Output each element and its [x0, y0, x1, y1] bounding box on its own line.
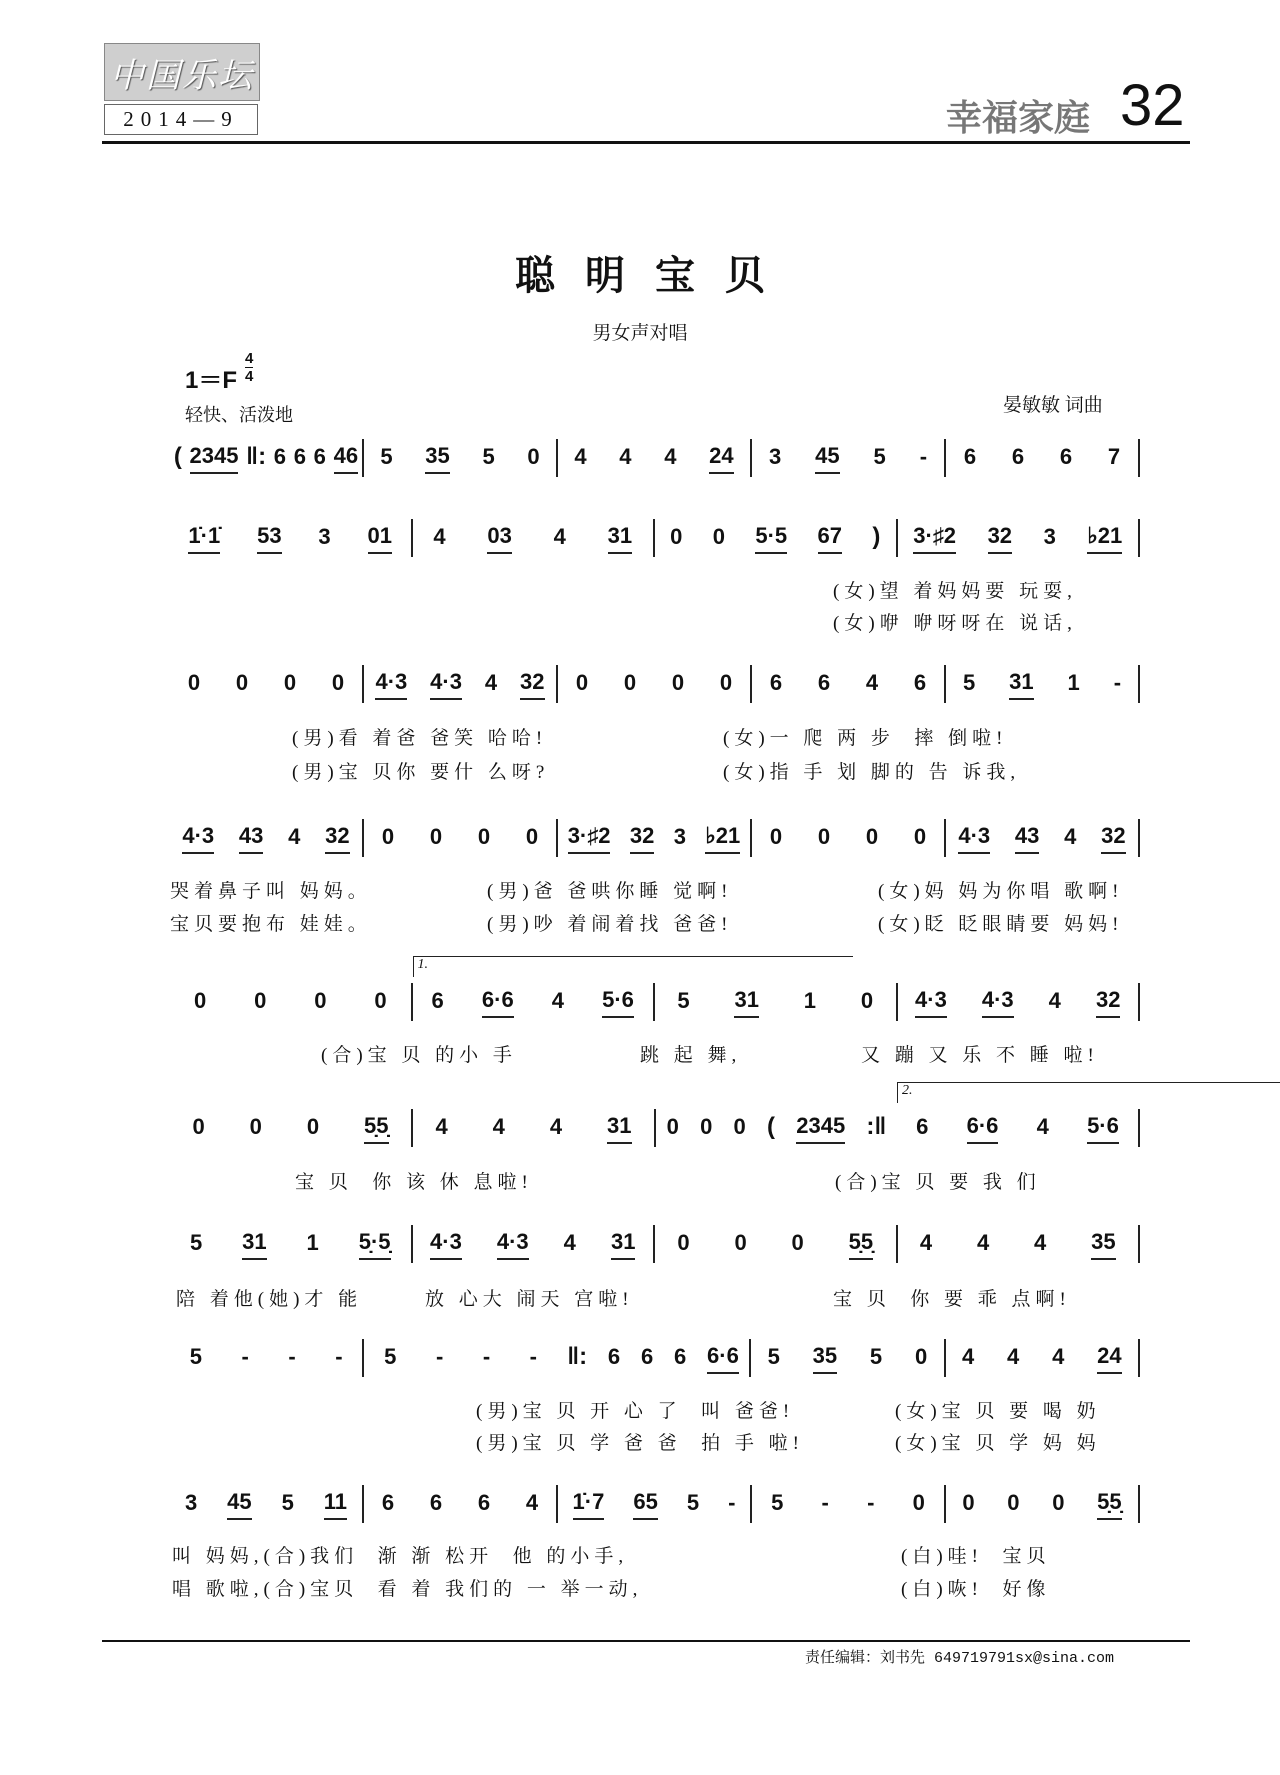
note: 45 [815, 443, 839, 474]
lyric-segment: (女)咿 咿呀呀在 说话, [833, 613, 1077, 634]
measure [655, 982, 896, 1022]
note: 0 [719, 669, 733, 695]
note: 0 [192, 1113, 205, 1139]
lyric-segment: 放 心大 闹天 宫啦! [425, 1289, 634, 1310]
lyric-segment: (合)宝 贝 的小 手 [321, 1045, 517, 1066]
note: 4·3 [497, 1229, 529, 1260]
measure [752, 438, 944, 478]
note: 24 [709, 443, 733, 474]
note: 3 [673, 823, 686, 849]
note: 5 [189, 1343, 203, 1369]
note: 31 [1009, 669, 1033, 700]
measure [170, 1484, 362, 1524]
repeat-sign: :‖ [866, 1112, 887, 1140]
barline [1138, 983, 1140, 1021]
measure [364, 818, 556, 858]
lyric-segment: (女)宝 贝 学 妈 妈 [895, 1433, 1101, 1454]
measure [170, 1108, 411, 1148]
note: 4 [549, 1113, 563, 1139]
note: 4·3 [375, 669, 407, 700]
note: 6 [381, 1489, 395, 1515]
note: 0 [670, 523, 683, 549]
note: - [335, 1343, 343, 1369]
note: 6 [273, 443, 287, 469]
note: ( [767, 1112, 776, 1140]
measure [655, 1224, 896, 1264]
music-system [170, 1224, 1140, 1264]
note: 0 [235, 669, 249, 695]
note: 5 [771, 1489, 784, 1515]
note: ♭21 [705, 823, 740, 854]
note: - [435, 1343, 444, 1369]
note: 3·♯2 [568, 823, 611, 854]
music-system [170, 664, 1140, 704]
note: 0 [860, 987, 874, 1013]
note: 6 [817, 669, 831, 695]
lyric-segment: 宝贝要抱布 娃娃。 [170, 914, 372, 935]
measure [752, 818, 944, 858]
note: 0 [734, 1229, 747, 1255]
measure [946, 1338, 1138, 1378]
note: 4 [919, 1229, 933, 1255]
barline [1138, 665, 1140, 703]
note: 0 [865, 823, 879, 849]
note: 65 [633, 1489, 657, 1520]
logo-text: 中国乐坛 [110, 57, 254, 95]
measure [170, 664, 362, 704]
music-system [170, 1338, 1140, 1378]
note: 32 [630, 823, 654, 854]
note: 2345 [796, 1113, 845, 1144]
note: 0 [249, 1113, 262, 1139]
note: 0 [331, 669, 345, 695]
note: - [821, 1489, 829, 1515]
volta-bracket: 2. [897, 1082, 1280, 1103]
note: 4 [865, 669, 879, 695]
note: 5 [482, 443, 495, 469]
lyric-segment: (男)看 着爸 爸笑 哈哈! [292, 728, 548, 749]
note: 3 [768, 443, 782, 469]
note: 0 [700, 1113, 713, 1139]
note: 0 [962, 1489, 975, 1515]
note: 31 [607, 1113, 631, 1144]
note: 5 [686, 1489, 700, 1515]
measure [946, 1484, 1138, 1524]
note: 32 [1096, 987, 1120, 1018]
note: 0 [575, 669, 589, 695]
lyric-segment: (女)眨 眨眼睛要 妈妈! [878, 914, 1124, 935]
note: 32 [520, 669, 544, 700]
music-system [170, 438, 1140, 478]
note: 5 [380, 443, 393, 469]
measure [558, 664, 750, 704]
note: 6 [429, 1489, 443, 1515]
note: 0 [712, 523, 726, 549]
column-name: 幸福家庭 [946, 97, 1091, 138]
note: 5 [962, 669, 976, 695]
measure [170, 1224, 411, 1264]
measure [413, 518, 654, 558]
measure [170, 438, 362, 478]
note: - [529, 1343, 537, 1369]
note: 6 [913, 669, 927, 695]
lyric-segment: 陪 着他(她)才 能 [176, 1289, 363, 1310]
note: 6 [431, 987, 444, 1013]
music-system [170, 1484, 1140, 1524]
note: 1 [306, 1229, 319, 1255]
note: 6 [963, 443, 977, 469]
measure [752, 1484, 944, 1524]
page-number: 32 [1120, 73, 1185, 138]
lyric-segment: 宝 贝 你 要 乖 点啊! [833, 1289, 1071, 1310]
note: 0 [429, 823, 443, 849]
barline [1138, 439, 1140, 477]
measure [170, 518, 411, 558]
measure [364, 1484, 556, 1524]
note: 4 [551, 987, 565, 1013]
composer-credit: 晏敏敏 词曲 [1003, 395, 1103, 416]
note: 6·6 [707, 1343, 739, 1374]
lyric-segment: (女)指 手 划 脚的 告 诉我, [723, 762, 1021, 783]
note: 2345 [190, 443, 239, 474]
note: 6 [313, 443, 326, 469]
issue-number: 2014—9 [104, 104, 258, 135]
measure [413, 957, 654, 1022]
lyric-segment: 哭着鼻子叫 妈妈。 [170, 881, 372, 902]
music-system [170, 1083, 1140, 1148]
note: 4 [433, 523, 446, 549]
note: 3 [1043, 523, 1056, 549]
note: 6 [607, 1343, 621, 1369]
lyric-segment: (男)宝 贝 开 心 了 叫 爸爸! [476, 1401, 795, 1422]
footer-rule [102, 1640, 1190, 1642]
lyric-segment: (男)爸 爸哄你睡 觉啊! [487, 881, 733, 902]
measure [413, 1108, 654, 1148]
note: 5̣5̣ [1097, 1489, 1121, 1520]
music-system [170, 957, 1140, 1022]
time-top: 4 [245, 350, 254, 367]
volta-bracket: 1. [413, 956, 854, 977]
measure [752, 664, 944, 704]
time-signature [245, 350, 253, 385]
measure [946, 818, 1138, 858]
time-bottom: 4 [245, 368, 254, 385]
note: 67 [818, 523, 842, 554]
note: 6 [640, 1343, 654, 1369]
note: 01 [368, 523, 392, 554]
note: 4·3 [982, 987, 1014, 1018]
lyric-segment: (男)宝 贝 学 爸 爸 拍 手 啦! [476, 1433, 804, 1454]
measure [946, 664, 1138, 704]
note: - [241, 1343, 249, 1369]
note: 11 [324, 1489, 347, 1520]
measure [364, 664, 556, 704]
note: 35 [1091, 1229, 1115, 1260]
measure [898, 982, 1139, 1022]
note: 6·6 [482, 987, 514, 1018]
note: ) [872, 522, 881, 550]
note: 32 [1101, 823, 1125, 854]
music-system [170, 818, 1140, 858]
note: 5 [767, 1343, 780, 1369]
note: 5 [873, 443, 886, 469]
note: 0 [914, 1343, 928, 1369]
note: 0 [913, 823, 927, 849]
note: 0 [677, 1229, 690, 1255]
measure [557, 1338, 749, 1378]
note: 5̣5̣ [364, 1113, 388, 1144]
note: 0 [671, 669, 685, 695]
note: 3 [318, 523, 331, 549]
note: - [288, 1343, 296, 1369]
note: 0 [283, 669, 297, 695]
note: 5̣·5̣ [359, 1229, 391, 1260]
note: 0 [254, 987, 267, 1013]
note: 4 [1034, 1229, 1047, 1255]
note: 32 [325, 823, 349, 854]
magazine-logo [104, 43, 260, 101]
note: 0 [381, 823, 395, 849]
measure [655, 518, 896, 558]
measure [656, 1108, 897, 1148]
note: 0 [374, 987, 387, 1013]
note: 1̇·1̇ [188, 523, 220, 554]
note: 0 [666, 1113, 679, 1139]
note: 1 [803, 987, 817, 1013]
note: 6 [673, 1343, 687, 1369]
note: 4 [619, 443, 632, 469]
note: 0 [623, 669, 637, 695]
note: 4 [1036, 1113, 1049, 1139]
note: 4 [484, 669, 498, 695]
note: ♭21 [1087, 523, 1122, 554]
note: 6 [916, 1113, 929, 1139]
note: 1 [1067, 669, 1080, 695]
note: 03 [487, 523, 511, 554]
editor-credit: 责任编辑：刘书先 649719791sx@sina.com [805, 1650, 1115, 1667]
note: - [728, 1489, 736, 1515]
note: 0 [817, 823, 831, 849]
song-subtitle: 男女声对唱 [592, 323, 688, 344]
note: 4 [525, 1489, 539, 1515]
note: 0 [187, 669, 201, 695]
measure [897, 1083, 1138, 1148]
key-signature: 1＝F [185, 367, 238, 394]
note: 5̣5̣ [849, 1229, 873, 1260]
measure [558, 818, 750, 858]
note: - [482, 1343, 491, 1369]
note: 4 [1007, 1343, 1020, 1369]
note: 3 [184, 1489, 198, 1515]
note: 4 [976, 1229, 990, 1255]
note: 4 [574, 443, 587, 469]
note: 0 [314, 987, 327, 1013]
note: 31 [242, 1229, 266, 1260]
barline [1138, 519, 1140, 557]
lyric-segment: (男)宝 贝你 要什 么呀? [292, 762, 550, 783]
note: 7 [1107, 443, 1121, 469]
note: 4 [288, 823, 301, 849]
lyric-segment: (女)宝 贝 要 喝 奶 [895, 1401, 1101, 1422]
note: 4 [1064, 823, 1077, 849]
note: 0 [193, 987, 207, 1013]
music-system [170, 518, 1140, 558]
repeat-sign: ‖: [246, 442, 267, 470]
note: ( [173, 442, 182, 470]
lyric-segment: 跳 起 舞, [640, 1045, 742, 1066]
lyric-segment: (合)宝 贝 要 我 们 [835, 1172, 1041, 1193]
measure [364, 1338, 556, 1378]
note: 43 [239, 823, 263, 854]
lyric-segment: 唱 歌啦,(合)宝贝 看 着 我们的 一 举一动, [172, 1579, 643, 1600]
measure [898, 1224, 1139, 1264]
note: 4·3 [430, 1229, 462, 1260]
note: 4 [962, 1343, 975, 1369]
lyric-segment: (女)望 着妈妈要 玩耍, [833, 581, 1077, 602]
note: 0 [1052, 1489, 1065, 1515]
note: 5 [677, 987, 690, 1013]
measure [898, 518, 1139, 558]
measure [751, 1338, 943, 1378]
repeat-sign: ‖: [567, 1342, 588, 1370]
lyric-segment: (女)妈 妈为你唱 歌啊! [878, 881, 1124, 902]
note: 1̇·7 [573, 1489, 605, 1520]
barline [1138, 1225, 1140, 1263]
note: 0 [769, 823, 783, 849]
note: 0 [527, 443, 540, 469]
note: 0 [306, 1113, 320, 1139]
lyric-segment: 又 蹦 又 乐 不 睡 啦! [861, 1045, 1099, 1066]
note: 6·6 [967, 1113, 999, 1144]
tempo-marking: 轻快、活泼地 [185, 405, 293, 425]
note: 6 [769, 669, 783, 695]
measure [170, 982, 411, 1022]
note: 43 [1015, 823, 1039, 854]
note: 0 [525, 823, 539, 849]
note: 46 [334, 443, 358, 474]
note: 4 [664, 443, 677, 469]
note: 3·♯2 [913, 523, 956, 554]
note: - [919, 443, 928, 469]
note: 4 [1048, 987, 1061, 1013]
lyric-segment: (白)咴! 好像 [901, 1579, 1051, 1600]
note: 5·6 [1087, 1113, 1119, 1144]
note: 35 [813, 1343, 837, 1374]
measure [170, 818, 362, 858]
note: 5 [384, 1343, 397, 1369]
note: 6 [293, 443, 306, 469]
note: 5·5 [755, 523, 787, 554]
note: 0 [791, 1229, 804, 1255]
lyric-segment: (男)吵 着闹着找 爸爸! [487, 914, 733, 935]
note: 31 [608, 523, 632, 554]
song-title: 聪明宝贝 [515, 253, 795, 298]
note: 6 [1011, 443, 1025, 469]
barline [1138, 1339, 1140, 1377]
note: 31 [611, 1229, 635, 1260]
lyric-segment: (女)一 爬 两 步 摔 倒啦! [723, 728, 1008, 749]
note: 4·3 [182, 823, 214, 854]
lyric-segment: 宝 贝 你 该 休 息啦! [295, 1172, 533, 1193]
note: 4 [492, 1113, 505, 1139]
note: 4 [563, 1229, 576, 1255]
note: 53 [257, 523, 281, 554]
measure [558, 1484, 750, 1524]
note: 32 [988, 523, 1012, 554]
barline [1138, 1485, 1140, 1523]
note: 4·3 [915, 987, 947, 1018]
measure [413, 1224, 654, 1264]
note: 0 [1007, 1489, 1020, 1515]
note: 5·6 [602, 987, 634, 1018]
barline [1138, 819, 1140, 857]
note: 24 [1097, 1343, 1121, 1374]
note: 35 [425, 443, 449, 474]
note: 4·3 [430, 669, 462, 700]
note: 0 [912, 1489, 925, 1515]
note: 4·3 [958, 823, 990, 854]
note: - [867, 1489, 875, 1515]
note: 5 [189, 1229, 203, 1255]
header-rule [102, 141, 1190, 144]
note: - [1113, 669, 1122, 695]
measure [558, 438, 750, 478]
barline [1138, 1109, 1140, 1147]
note: 5 [281, 1489, 294, 1515]
measure [170, 1338, 362, 1378]
note: 5 [869, 1343, 883, 1369]
note: 4 [1052, 1343, 1065, 1369]
note: 4 [553, 523, 566, 549]
lyric-segment: (白)哇! 宝贝 [901, 1546, 1051, 1567]
lyric-segment: 叫 妈妈,(合)我们 渐 渐 松开 他 的小手, [172, 1546, 629, 1567]
note: 0 [477, 823, 491, 849]
note: 6 [1059, 443, 1073, 469]
measure [946, 438, 1138, 478]
note: 0 [733, 1113, 746, 1139]
note: 31 [734, 987, 758, 1018]
note: 4 [435, 1113, 448, 1139]
measure [364, 438, 556, 478]
note: 6 [477, 1489, 491, 1515]
note: 45 [227, 1489, 251, 1520]
